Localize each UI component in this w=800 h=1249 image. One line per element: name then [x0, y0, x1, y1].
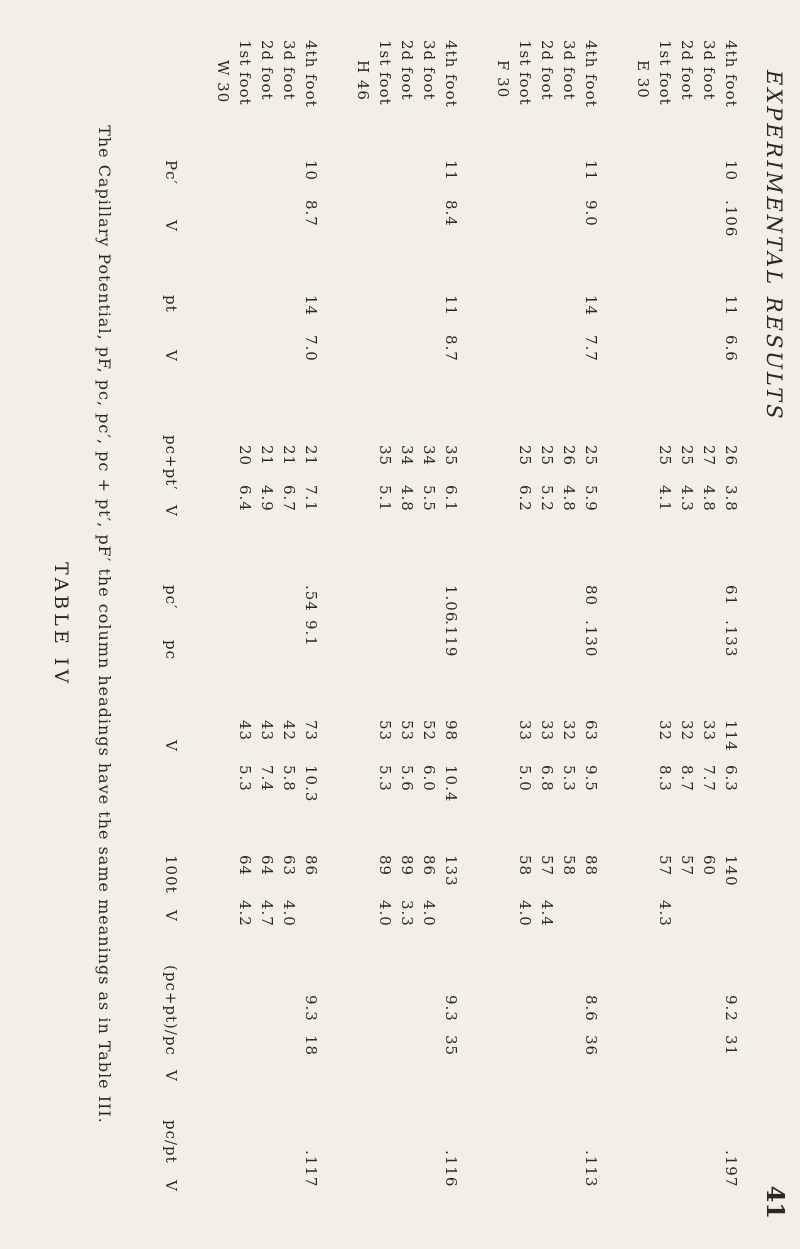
table-cell: 25: [656, 445, 674, 467]
table-label: TABLE IV: [50, 561, 72, 688]
table-cell: 14: [302, 295, 320, 317]
table-cell: 11: [442, 295, 460, 317]
table-cell: 6.8: [538, 765, 556, 792]
table-cell: 8.4: [442, 200, 460, 227]
running-head: EXPERIMENTAL RESULTS: [762, 70, 786, 422]
table-cell: 7.4: [258, 765, 276, 792]
table-block-w30: [210, 40, 320, 1200]
row-label: 4th foot: [722, 40, 740, 108]
row-label: 1st foot: [376, 40, 394, 106]
table-cell: 36: [582, 1035, 600, 1057]
table-cell: 73: [302, 720, 320, 742]
table-cell: 114: [722, 720, 740, 752]
table-block-f30: [490, 40, 600, 1200]
table-cell: 25: [538, 445, 556, 467]
table-row: [350, 40, 372, 1200]
table-cell: 57: [656, 855, 674, 877]
table-cell: 6.1: [442, 485, 460, 512]
table-cell: 57: [538, 855, 556, 877]
column-heading: V: [162, 740, 180, 752]
table-cell: 8.7: [442, 335, 460, 362]
table-cell: 33: [538, 720, 556, 742]
table-cell: 5.3: [236, 765, 254, 792]
table-row: [630, 40, 652, 1200]
table-cell: 4.2: [236, 900, 254, 927]
table-cell: 60: [700, 855, 718, 877]
table-row: [490, 40, 512, 1200]
table-cell: 8.3: [656, 765, 674, 792]
table-cell: 6.3: [722, 765, 740, 792]
table-cell: 34: [398, 445, 416, 467]
table-cell: 26: [560, 445, 578, 467]
table-cell: 7.1: [302, 485, 320, 512]
table-cell: 34: [420, 445, 438, 467]
table-cell: 9.3: [302, 995, 320, 1022]
column-heading: V: [162, 1180, 180, 1192]
table-block-h46: [350, 40, 460, 1200]
table-cell: 5.6: [398, 765, 416, 792]
table-cell: 89: [398, 855, 416, 877]
column-heading: pc: [162, 640, 180, 661]
table-cell: 4.0: [420, 900, 438, 927]
table-row: [232, 40, 254, 1200]
table-cell: 9.2: [722, 995, 740, 1022]
table-cell: 3.3: [398, 900, 416, 927]
row-label: 3d foot: [700, 40, 718, 101]
table-cell: 5.3: [376, 765, 394, 792]
table-row: [674, 40, 696, 1200]
table-cell: 43: [258, 720, 276, 742]
table-cell: 35: [442, 445, 460, 467]
table-cell: 8.7: [678, 765, 696, 792]
column-heading: (pc+pt)/pc: [162, 965, 180, 1056]
table-cell: 31: [722, 1035, 740, 1057]
column-headings: [158, 40, 180, 1200]
table-row: [556, 40, 578, 1200]
table-row: [696, 40, 718, 1200]
row-label: 1st foot: [236, 40, 254, 106]
table-row: [512, 40, 534, 1200]
page-header: [754, 30, 794, 1219]
table-cell: 6.6: [722, 335, 740, 362]
heading-row: [158, 40, 180, 1200]
table-cell: 5.8: [280, 765, 298, 792]
table-cell: 8.6: [582, 995, 600, 1022]
table-cell: 5.0: [516, 765, 534, 792]
table-cell: 80: [582, 585, 600, 607]
table-cell: 53: [376, 720, 394, 742]
column-heading: V: [162, 1070, 180, 1082]
column-heading: pt: [162, 295, 180, 313]
page-number: 41: [761, 1185, 790, 1219]
table-cell: 64: [258, 855, 276, 877]
table-cell: 58: [560, 855, 578, 877]
table-cell: 88: [582, 855, 600, 877]
table-cell: 4.8: [560, 485, 578, 512]
table-cell: 6.0: [420, 765, 438, 792]
table-cell: 6.2: [516, 485, 534, 512]
table-cell: 86: [302, 855, 320, 877]
row-label: 2d foot: [678, 40, 696, 101]
row-label: 3d foot: [560, 40, 578, 101]
row-label: E 30: [634, 60, 652, 99]
table-cell: 4.0: [376, 900, 394, 927]
row-label: 4th foot: [442, 40, 460, 108]
table-cell: 9.1: [302, 620, 320, 647]
table-cell: 6.4: [236, 485, 254, 512]
table-cell: 25: [516, 445, 534, 467]
table-cell: 3.8: [722, 485, 740, 512]
table-cell: .54: [302, 585, 320, 612]
table-row: [394, 40, 416, 1200]
table-cell: 61: [722, 585, 740, 607]
table-cell: 11: [722, 295, 740, 317]
table-cell: 4.8: [398, 485, 416, 512]
table-cell: 4.8: [700, 485, 718, 512]
table-row: [534, 40, 556, 1200]
table-row: [578, 40, 600, 1200]
table-cell: .133: [722, 620, 740, 658]
column-heading: 100t: [162, 855, 180, 894]
column-heading: pc+pt′: [162, 435, 180, 491]
table-cell: 1.06: [442, 585, 460, 623]
row-label: 2d foot: [258, 40, 276, 101]
table-cell: 18: [302, 1035, 320, 1057]
table-cell: 10: [302, 160, 320, 182]
table-cell: .106: [722, 200, 740, 238]
table-row: [372, 40, 394, 1200]
table-cell: 21: [280, 445, 298, 467]
table-cell: 89: [376, 855, 394, 877]
table-row: [652, 40, 674, 1200]
table-cell: 53: [398, 720, 416, 742]
table-cell: 7.7: [700, 765, 718, 792]
table-cell: 52: [420, 720, 438, 742]
table-cell: 27: [700, 445, 718, 467]
table-row: [276, 40, 298, 1200]
table-cell: 35: [442, 1035, 460, 1057]
column-heading: V: [162, 910, 180, 922]
row-label: F 30: [494, 60, 512, 99]
table-cell: 21: [302, 445, 320, 467]
table-row: [416, 40, 438, 1200]
table-cell: 43: [236, 720, 254, 742]
table-block-e30: [630, 40, 740, 1200]
table-cell: 32: [678, 720, 696, 742]
table-cell: 25: [582, 445, 600, 467]
table-cell: 4.1: [656, 485, 674, 512]
column-heading: Pc′: [162, 160, 180, 185]
table-cell: .130: [582, 620, 600, 658]
table-row: [718, 40, 740, 1200]
table-cell: .113: [582, 1150, 600, 1188]
table-cell: 7.7: [582, 335, 600, 362]
row-label: 3d foot: [420, 40, 438, 101]
row-label: 4th foot: [582, 40, 600, 108]
table-cell: 5.1: [376, 485, 394, 512]
row-label: 1st foot: [516, 40, 534, 106]
table-row: [254, 40, 276, 1200]
table-cell: 20: [236, 445, 254, 467]
table-cell: 5.5: [420, 485, 438, 512]
table-cell: 10.4: [442, 765, 460, 803]
table-cell: 11: [582, 160, 600, 182]
table-cell: .116: [442, 1150, 460, 1188]
column-heading: V: [162, 220, 180, 232]
table-cell: 26: [722, 445, 740, 467]
row-label: H 46: [354, 60, 372, 101]
table-cell: 25: [678, 445, 696, 467]
table-cell: 58: [516, 855, 534, 877]
table-cell: 35: [376, 445, 394, 467]
table-cell: 4.9: [258, 485, 276, 512]
table-cell: 4.3: [656, 900, 674, 927]
table-cell: 7.0: [302, 335, 320, 362]
table-cell: 4.0: [516, 900, 534, 927]
column-heading: pc/pt: [162, 1120, 180, 1164]
table-cell: .197: [722, 1150, 740, 1188]
row-label: 4th foot: [302, 40, 320, 108]
table-cell: 5.2: [538, 485, 556, 512]
table-cell: 21: [258, 445, 276, 467]
table-row: [210, 40, 232, 1200]
table-cell: 64: [236, 855, 254, 877]
table-cell: 32: [656, 720, 674, 742]
table-cell: 42: [280, 720, 298, 742]
table-cell: 86: [420, 855, 438, 877]
column-heading: pc′: [162, 585, 180, 610]
table-cell: 10: [722, 160, 740, 182]
column-heading: V: [162, 350, 180, 362]
table-cell: 9.5: [582, 765, 600, 792]
table-title: The Capillary Potential, pF, pc, pc′, pc + pt′, pF′ the column headings have the same meanings as in Table III.: [95, 125, 114, 1124]
table-cell: 140: [722, 855, 740, 887]
table-cell: 4.7: [258, 900, 276, 927]
table-cell: .119: [442, 620, 460, 658]
row-label: 1st foot: [656, 40, 674, 106]
table-cell: 14: [582, 295, 600, 317]
table-cell: 57: [678, 855, 696, 877]
table-cell: 11: [442, 160, 460, 182]
table-cell: 5.3: [560, 765, 578, 792]
row-label: W 30: [214, 60, 232, 104]
row-label: 3d foot: [280, 40, 298, 101]
table-cell: 63: [582, 720, 600, 742]
table-cell: 33: [700, 720, 718, 742]
table-cell: 98: [442, 720, 460, 742]
table-cell: 8.7: [302, 200, 320, 227]
table-cell: 10.3: [302, 765, 320, 803]
table-cell: .117: [302, 1150, 320, 1188]
table-cell: 9.3: [442, 995, 460, 1022]
table-cell: 133: [442, 855, 460, 887]
table-row: [298, 40, 320, 1200]
table-cell: 4.4: [538, 900, 556, 927]
table-cell: 4.3: [678, 485, 696, 512]
table-cell: 4.0: [280, 900, 298, 927]
row-label: 2d foot: [398, 40, 416, 101]
column-heading: V: [162, 505, 180, 517]
table-cell: 9.0: [582, 200, 600, 227]
table-cell: 33: [516, 720, 534, 742]
table-cell: 32: [560, 720, 578, 742]
row-label: 2d foot: [538, 40, 556, 101]
table-cell: 63: [280, 855, 298, 877]
table-row: [438, 40, 460, 1200]
table-cell: 5.9: [582, 485, 600, 512]
table-cell: 6.7: [280, 485, 298, 512]
